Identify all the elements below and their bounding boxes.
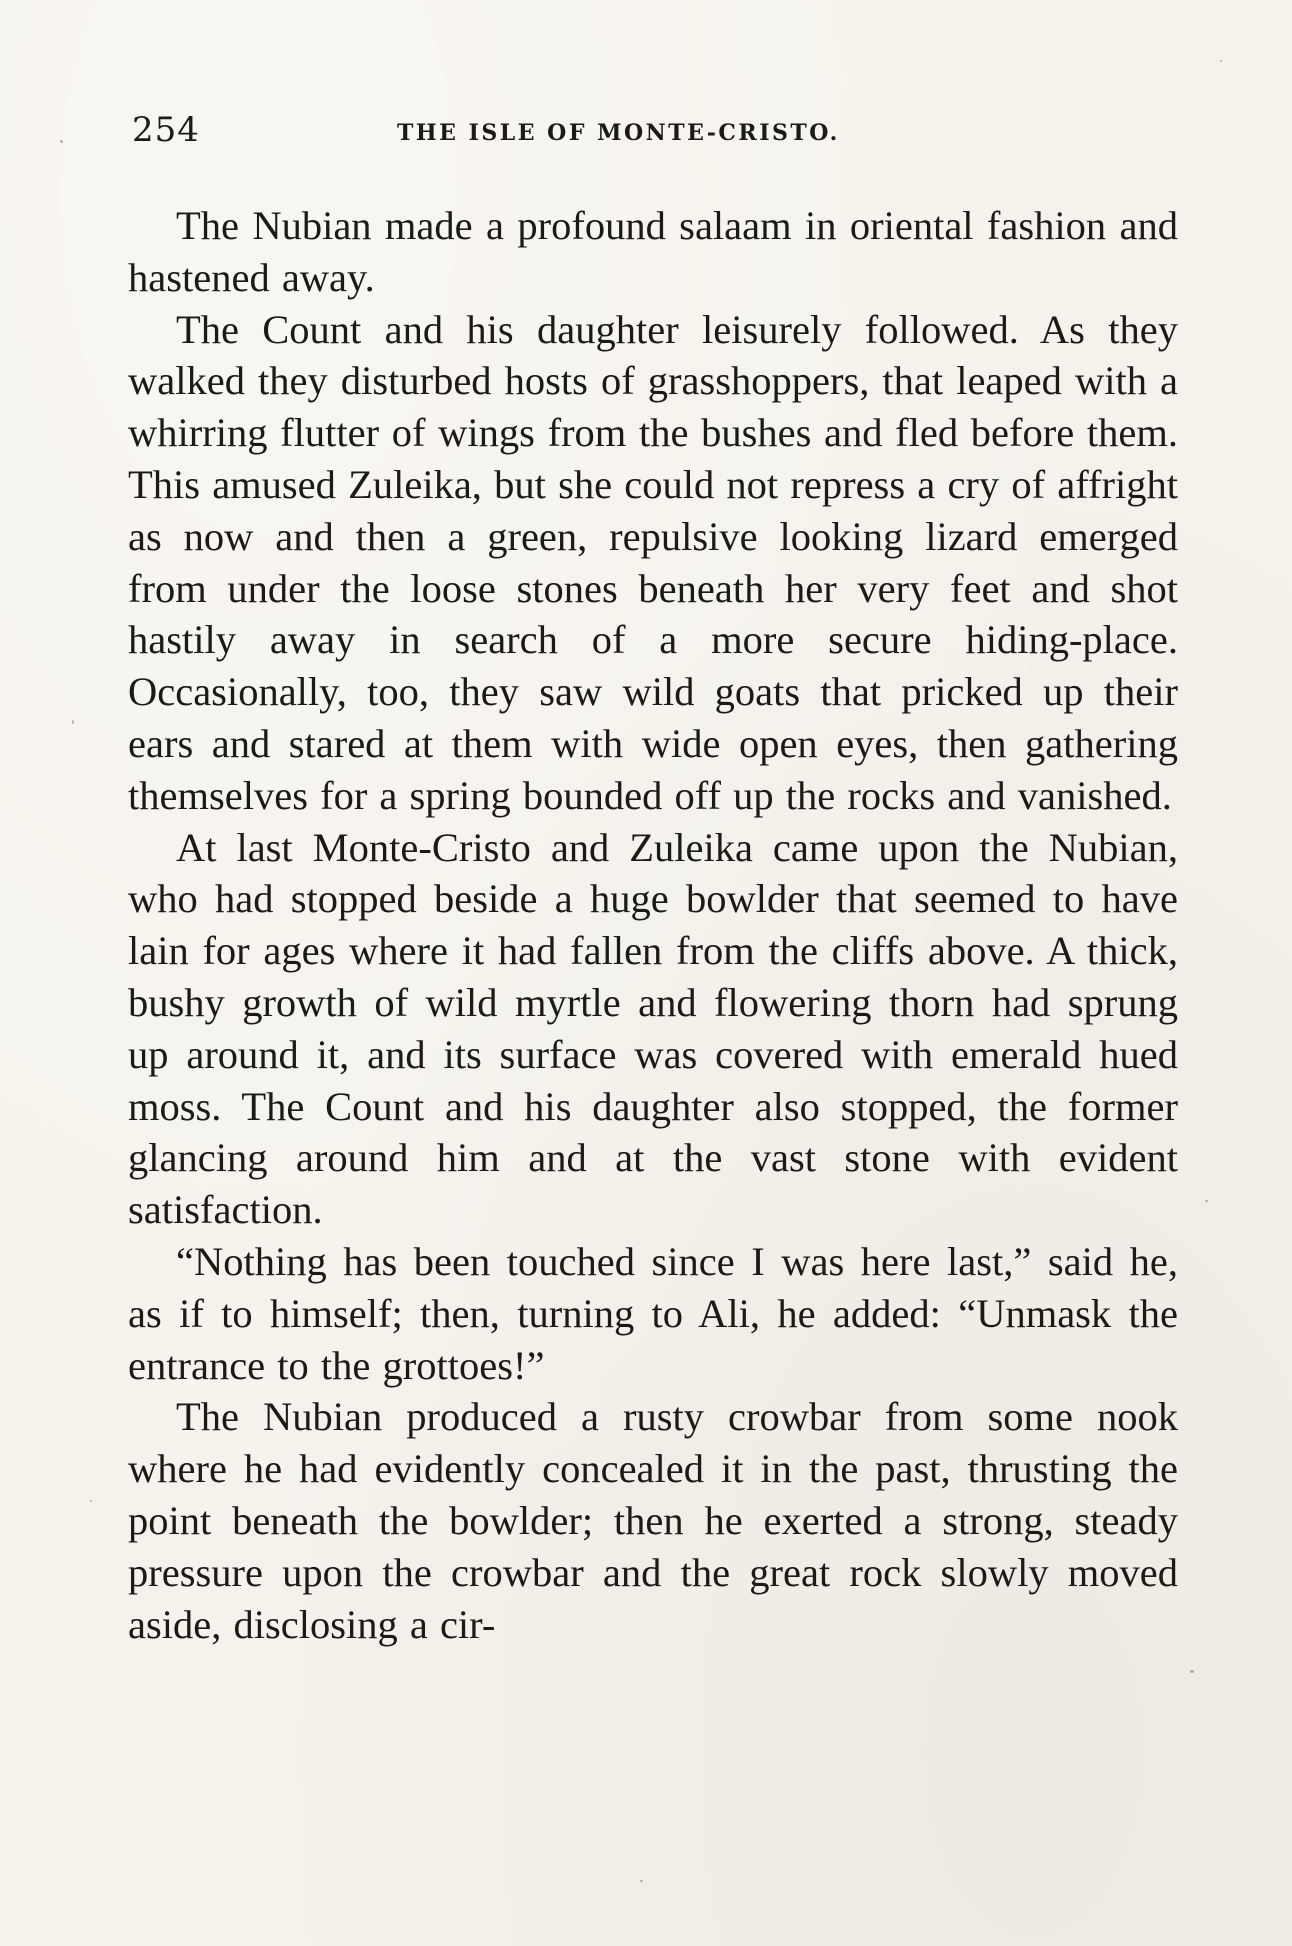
paper-speck (1220, 60, 1222, 62)
paper-speck (72, 720, 74, 724)
paper-speck (60, 140, 63, 143)
running-head: THE ISLE OF MONTE-CRISTO. (397, 120, 840, 146)
paragraph-4: “Nothing has been touched since I was here last,” said he, as if to himself; then, turning to Ali, he added: “Unmask the entrance to the grottoes!” (128, 1238, 1178, 1388)
paper-speck (1205, 1200, 1208, 1202)
paragraph-2: The Count and his daughter leisurely followed. As they walked they disturbed hosts of grasshoppers, that leaped with a whirring flutter of wings from the bushes and fled before them. This amused Zuleika, but she could not repress a cry of affright as now and then a green, repulsive looking lizard emerged from under the loose stones beneath her very feet and shot hastily away in search of a more secure hiding-place. Occasionally, too, they saw wild goats that pricked up their ears and stared at them with wide open eyes, then gathering themselves for a spring bounded off up the rocks and vanished. (128, 306, 1178, 818)
page-number: 254 (132, 110, 200, 150)
page-header (132, 110, 1172, 160)
paper-speck (1190, 1670, 1194, 1673)
body-text (128, 200, 1178, 1650)
paper-speck (640, 1880, 643, 1882)
paragraph-5: The Nubian produced a rusty crowbar from some nook where he had evidently concealed it in the past, thrusting the point beneath the bowlder; then he exerted a strong, steady pressure upon the crowbar and the great rock slowly moved aside, disclosing a cir- (128, 1394, 1178, 1647)
paragraph-3: At last Monte-Cristo and Zuleika came upon the Nubian, who had stopped beside a huge bowlder that seemed to have lain for ages where it had fallen from the cliffs above. A thick, bushy growth of wild myrtle and flowering thorn had sprung up around it, and its surface was covered with emerald hued moss. The Count and his daughter also stopped, the former glancing around him and at the vast stone with evident satisfaction. (128, 824, 1178, 1233)
paper-speck (90, 1500, 92, 1502)
paragraph-1: The Nubian made a profound salaam in oriental fashion and hastened away. (128, 203, 1178, 300)
